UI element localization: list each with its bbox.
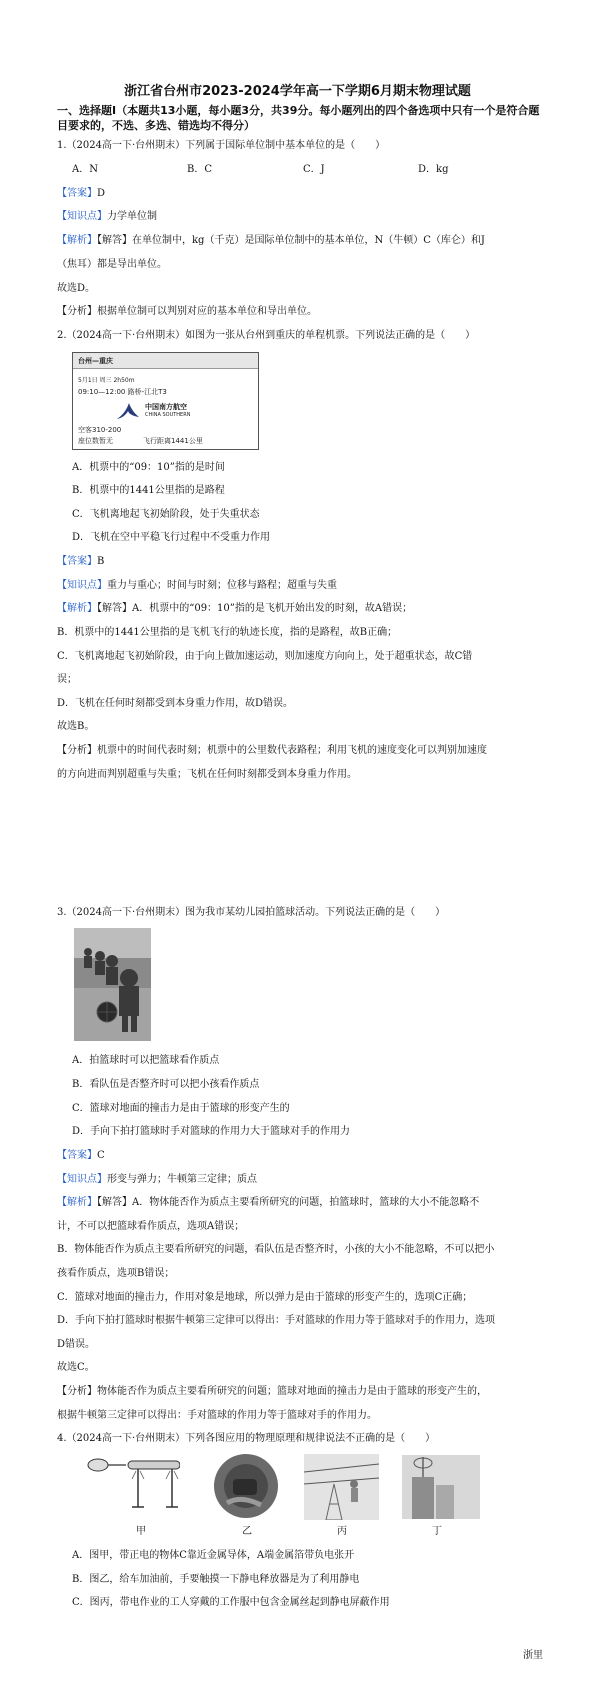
ticket-aircraft: 空客310-200 — [78, 426, 122, 434]
q3-explanation-line: B．物体能否作为质点主要看所研究的问题，看队伍是否整齐时，小孩的大小不能忽略，不可以把小 — [57, 1244, 495, 1255]
explanation-tag: 【解析】 — [57, 235, 97, 246]
ticket-figure — [72, 352, 259, 450]
electroscope-figure — [80, 1455, 180, 1523]
figure-label-ding: 丁 — [432, 1526, 442, 1537]
page-footer: 浙里 — [523, 1650, 543, 1661]
q1-option-d: D．kg — [418, 164, 449, 175]
q2-answer — [57, 555, 104, 569]
figure-label-jia: 甲 — [136, 1526, 146, 1537]
q3-option-a: A．拍篮球时可以把篮球看作质点 — [72, 1055, 220, 1066]
q1-answer — [57, 187, 105, 201]
answer-value: D — [97, 188, 106, 199]
q2-explanation-line — [57, 602, 412, 616]
q3-conclusion: 故选C。 — [57, 1362, 95, 1373]
knowledge-text: 力学单位制 — [107, 211, 157, 222]
explanation-tag: 【解析】 — [57, 603, 97, 614]
q3-analysis-line: 根据牛顿第三定律可以得出：手对篮球的作用力等于篮球对手的作用力。 — [57, 1410, 377, 1421]
answer-value: C — [97, 1150, 105, 1161]
answer-tag: 【答案】 — [57, 1150, 97, 1161]
figure-label-bing: 丙 — [337, 1526, 347, 1537]
q1-option-b: B．C — [187, 164, 212, 175]
q1-explanation-line — [57, 234, 485, 248]
q3-answer — [57, 1149, 105, 1163]
answer-tag: 【答案】 — [57, 556, 97, 567]
q4-option-a: A．图甲，带正电的物体C靠近金属导体，A端金属箔带负电张开 — [72, 1550, 355, 1561]
q2-knowledge-point — [57, 579, 337, 593]
q2-explanation-line: 误； — [57, 674, 77, 685]
q1-conclusion: 故选D。 — [57, 283, 96, 294]
q3-explanation-line: C．篮球对地面的撞击力，作用对象是地球，所以弹力是由于篮球的形变产生的，选项C正确； — [57, 1292, 473, 1303]
q2-option-c: C．飞机离地起飞初始阶段，处于失重状态 — [72, 509, 260, 520]
q3-explanation-line: D．手向下拍打篮球时根据牛顿第三定律可以得出：手对篮球的作用力等于篮球对手的作用力，选项 — [57, 1315, 496, 1326]
fuel-discharge-photo — [213, 1453, 279, 1519]
airline-name-en: CHINA SOUTHERN — [145, 412, 191, 418]
q2-option-a: A．机票中的“09：10”指的是时间 — [72, 462, 225, 473]
figure-label-yi: 乙 — [242, 1526, 252, 1537]
q3-knowledge-point — [57, 1173, 257, 1187]
q2-option-d: D．飞机在空中平稳飞行过程中不受重力作用 — [72, 532, 271, 543]
knowledge-tag: 【知识点】 — [57, 580, 107, 591]
ticket-distance: 飞行距离1441公里 — [143, 437, 203, 445]
q3-stem: 3.（2024高一下·台州期末）图为我市某幼儿园拍篮球活动。下列说法正确的是（ ） — [57, 907, 446, 918]
q2-explanation-line: D．飞机在任何时刻都受到本身重力作用，故D错误。 — [57, 698, 294, 709]
q2-analysis-line: 的方向进而判别超重与失重；飞机在任何时刻都受到本身重力作用。 — [57, 769, 357, 780]
explanation-text: 【解答】A．物体能否作为质点主要看所研究的问题，拍篮球时，篮球的大小不能忽略不 — [97, 1197, 480, 1208]
ticket-time: 09:10—12:00 路桥-江北T3 — [78, 388, 167, 396]
q3-option-b: B．看队伍是否整齐时可以把小孩看作质点 — [72, 1079, 260, 1090]
q2-stem: 2.（2024高一下·台州期末）如图为一张从台州到重庆的单程机票。下列说法正确的是（ ） — [57, 330, 476, 341]
ticket-route: 台州—重庆 — [78, 357, 113, 365]
q3-explanation-line: D错误。 — [57, 1339, 96, 1350]
basketball-photo — [74, 928, 151, 1041]
knowledge-tag: 【知识点】 — [57, 1174, 107, 1185]
ticket-seat: 座位数暂无 — [78, 437, 113, 445]
answer-value: B — [97, 556, 105, 567]
knowledge-text: 重力与重心；时间与时刻；位移与路程；超重与失重 — [107, 580, 337, 591]
q1-analysis: 【分析】根据单位制可以判别对应的基本单位和导出单位。 — [57, 306, 317, 317]
q4-option-b: B．图乙，给车加油前，手要触摸一下静电释放器是为了利用静电 — [72, 1574, 360, 1585]
q1-option-c: C．J — [303, 164, 325, 175]
knowledge-text: 形变与弹力；牛顿第三定律；质点 — [107, 1174, 257, 1185]
q2-analysis-line: 【分析】机票中的时间代表时刻；机票中的公里数代表路程；利用飞机的速度变化可以判别加速度 — [57, 745, 487, 756]
q3-option-c: C．篮球对地面的撞击力是由于篮球的形变产生的 — [72, 1103, 290, 1114]
q1-stem: 1.（2024高一下·台州期末）下列属于国际单位制中基本单位的是（ ） — [57, 140, 386, 151]
airline-name: 中国南方航空 — [145, 403, 187, 411]
ticket-date: 5月1日 周三 2h50m — [78, 377, 135, 384]
q2-explanation-line: C．飞机离地起飞初始阶段，由于向上做加速运动，则加速度方向向上，处于超重状态，故C错 — [57, 651, 473, 662]
q3-explanation-line: 计，不可以把篮球看作质点，选项A错误； — [57, 1221, 245, 1232]
page-title: 浙江省台州市2023-2024学年高一下学期6月期末物理试题 — [124, 84, 471, 99]
q4-stem: 4.（2024高一下·台州期末）下列各图应用的物理原理和规律说法不正确的是（ ） — [57, 1433, 436, 1444]
q2-explanation-line: B．机票中的1441公里指的是飞机飞行的轨迹长度，指的是路程，故B正确； — [57, 627, 398, 638]
q3-option-d: D．手向下拍打篮球时手对篮球的作用力大于篮球对手的作用力 — [72, 1126, 351, 1137]
q3-analysis-line: 【分析】物体能否作为质点主要看所研究的问题；篮球对地面的撞击力是由于篮球的形变产生的， — [57, 1386, 487, 1397]
q4-option-c: C．图丙，带电作业的工人穿戴的工作服中包含金属丝起到静电屏蔽作用 — [72, 1597, 390, 1608]
q2-conclusion: 故选B。 — [57, 721, 95, 732]
lightning-rod-building-photo — [402, 1455, 480, 1519]
airline-logo-icon — [115, 401, 141, 421]
explanation-text: 【解答】A．机票中的“09：10”指的是飞机开始出发的时刻，故A错误； — [97, 603, 413, 614]
q1-explanation-line: （焦耳）都是导出单位。 — [57, 259, 167, 270]
knowledge-tag: 【知识点】 — [57, 211, 107, 222]
section-heading: 一、选择题Ⅰ（本题共13小题，每小题3分，共39分。每小题列出的四个备选项中只有一个是符合题目要求的，不选、多选、错选均不得分） — [57, 104, 540, 132]
explanation-tag: 【解析】 — [57, 1197, 97, 1208]
q3-explanation-line: 孩看作质点，选项B错误； — [57, 1268, 175, 1279]
q1-knowledge-point — [57, 210, 157, 224]
explanation-text: 【解答】在单位制中，kg（千克）是国际单位制中的基本单位，N（牛顿）C（库仑）和J — [97, 235, 485, 246]
power-line-worker-photo — [304, 1454, 379, 1520]
q3-explanation-line — [57, 1196, 479, 1210]
q2-option-b: B．机票中的1441公里指的是路程 — [72, 485, 225, 496]
q1-option-a: A．N — [72, 164, 98, 175]
answer-tag: 【答案】 — [57, 188, 97, 199]
